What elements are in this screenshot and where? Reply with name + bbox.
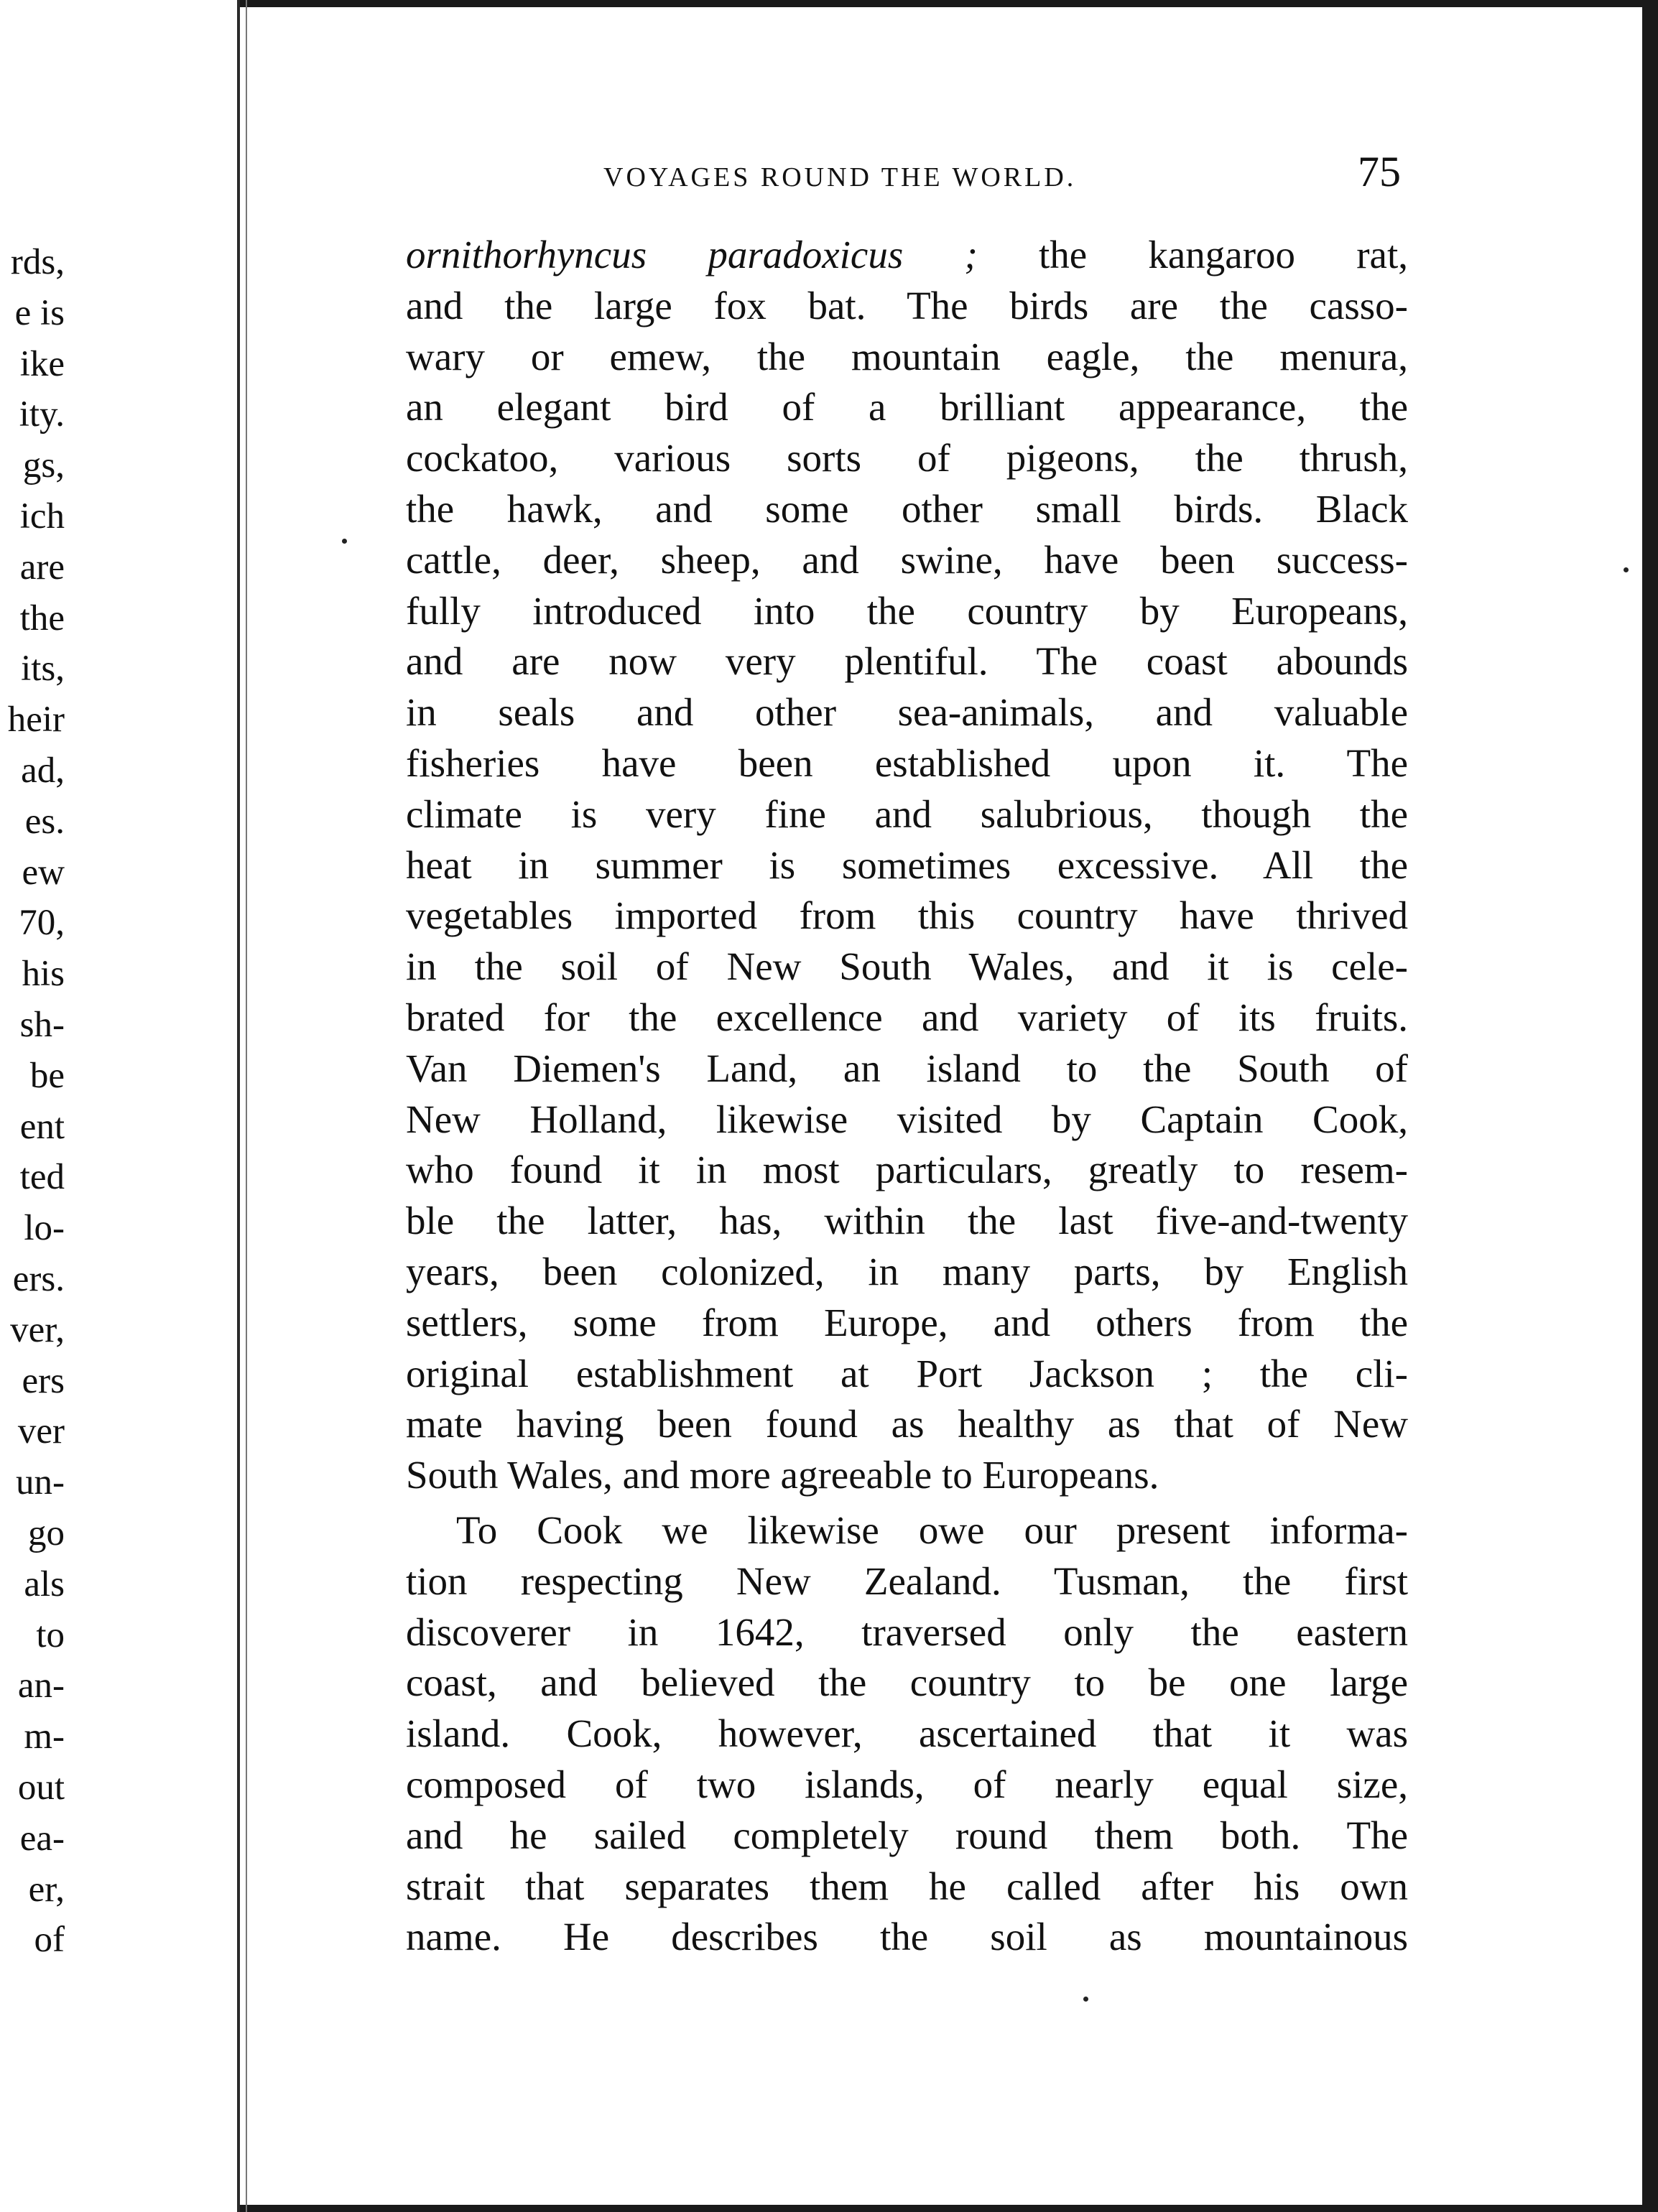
text-line: and the large fox bat. The birds are the casso- <box>406 283 1408 327</box>
facing-page-fragment: to <box>36 1614 65 1655</box>
text-line: discoverer in 1642, traversed only the eastern <box>406 1609 1408 1654</box>
text-line: New Holland, likewise visited by Captain Cook, <box>406 1097 1408 1141</box>
facing-page-fragment: ity. <box>19 394 65 435</box>
facing-page-fragment: ted <box>19 1157 65 1198</box>
running-title: VOYAGES ROUND THE WORLD. <box>603 162 1077 192</box>
facing-page-fragment: ers. <box>12 1258 65 1299</box>
text-line: coast, and believed the country to be one large <box>406 1660 1408 1705</box>
text-line: cockatoo, various sorts of pigeons, the thrush, <box>406 436 1408 480</box>
text-line: climate is very fine and salubrious, though the <box>406 791 1408 836</box>
text-line: tion respecting New Zealand. Tusman, the first <box>406 1558 1408 1603</box>
facing-page-fragment: an- <box>17 1665 65 1706</box>
text-line: in the soil of New South Wales, and it is cele- <box>406 944 1408 989</box>
page-frame-bottom <box>237 2205 1658 2212</box>
page-frame-right <box>1642 0 1658 2212</box>
facing-page-fragment: ent <box>19 1106 65 1147</box>
paragraph-first-line: To Cook we likewise owe our present informa- <box>456 1507 1408 1552</box>
text-line: island. Cook, however, ascertained that it was <box>406 1711 1408 1756</box>
facing-page-fragment: out <box>17 1767 65 1808</box>
facing-page-fragment: es. <box>24 801 65 842</box>
text-line: wary or emew, the mountain eagle, the menura, <box>406 334 1408 378</box>
facing-page-fragment: its, <box>21 649 65 689</box>
ink-speck <box>1624 567 1629 572</box>
facing-page-fragment: er, <box>28 1869 65 1910</box>
facing-page-fragment: the <box>19 598 65 638</box>
text-line: in seals and other sea-animals, and valuable <box>406 690 1408 735</box>
ink-speck <box>342 539 347 544</box>
running-head <box>406 147 1408 205</box>
facing-page-fragment: ike <box>19 343 65 384</box>
facing-page-fragment: als <box>24 1563 65 1604</box>
text-line: Van Diemen's Land, an island to the South of <box>406 1046 1408 1090</box>
facing-page-fragment: gs, <box>22 445 65 486</box>
page-body-text <box>406 230 1408 1963</box>
text-line: years, been colonized, in many parts, by English <box>406 1249 1408 1293</box>
page-number: 75 <box>1358 148 1401 195</box>
facing-page-fragment: e is <box>14 292 65 333</box>
text-line: fisheries have been established upon it. The <box>406 740 1408 785</box>
text-line: vegetables imported from this country have thrived <box>406 893 1408 938</box>
text-line <box>406 230 1408 281</box>
facing-page-fragment: ew <box>22 852 65 893</box>
facing-page-fragments <box>0 237 65 1966</box>
text-line: composed of two islands, of nearly equal size, <box>406 1762 1408 1806</box>
text-line: ble the latter, has, within the last five-and-twenty <box>406 1199 1408 1243</box>
text-line: mate having been found as healthy as that of New <box>406 1402 1408 1446</box>
text-line: and are now very plentiful. The coast abounds <box>406 639 1408 684</box>
facing-page-fragment: heir <box>7 700 65 740</box>
text-line: and he sailed completely round them both. The <box>406 1813 1408 1857</box>
book-gutter <box>224 0 253 2212</box>
facing-page-fragment: of <box>34 1920 65 1961</box>
italic-species-name: ornithorhyncus paradoxicus ; <box>406 233 978 276</box>
facing-page-fragment: un- <box>16 1462 65 1503</box>
facing-page-fragment: sh- <box>19 1004 65 1045</box>
text-line: name. He describes the soil as mountainous <box>406 1915 1408 1959</box>
text-line: an elegant bird of a brilliant appearance, the <box>406 385 1408 429</box>
gutter-edge <box>237 0 240 2212</box>
text-line: settlers, some from Europe, and others from the <box>406 1300 1408 1344</box>
facing-page-fragment: go <box>28 1512 65 1553</box>
gutter-shadow <box>246 0 247 2212</box>
text-line-rest: the kangaroo rat, <box>977 233 1408 276</box>
facing-page-fragment: 70, <box>19 903 65 944</box>
text-line: heat in summer is sometimes excessive. All the <box>406 842 1408 887</box>
facing-page-fragment: rds, <box>10 242 65 282</box>
text-line: who found it in most particulars, greatly to resem- <box>406 1148 1408 1192</box>
facing-page-fragment: ea- <box>19 1818 65 1859</box>
text-line: brated for the excellence and variety of its fruits. <box>406 995 1408 1039</box>
facing-page-fragment: his <box>22 954 65 995</box>
text-line: fully introduced into the country by Europeans, <box>406 588 1408 633</box>
text-line: South Wales, and more agreeable to Europeans. <box>406 1453 1159 1497</box>
text-line: cattle, deer, sheep, and swine, have been success- <box>406 537 1408 582</box>
facing-page-fragment: ver <box>17 1411 65 1452</box>
facing-page-fragment: ich <box>19 496 65 536</box>
text-line: original establishment at Port Jackson ; the cli- <box>406 1351 1408 1395</box>
facing-page-fragment: m- <box>24 1716 65 1757</box>
page-frame-top <box>237 0 1658 7</box>
ink-speck <box>1083 1997 1088 2002</box>
facing-page-fragment: are <box>19 547 65 587</box>
facing-page-fragment: ver, <box>10 1309 65 1350</box>
facing-page-fragment: lo- <box>24 1208 65 1249</box>
facing-page-fragment: ers <box>22 1360 65 1401</box>
text-line: the hawk, and some other small birds. Black <box>406 486 1408 531</box>
facing-page-fragment: ad, <box>21 750 65 791</box>
facing-page-fragment: be <box>29 1055 65 1096</box>
text-line: strait that separates them he called after his own <box>406 1864 1408 1908</box>
